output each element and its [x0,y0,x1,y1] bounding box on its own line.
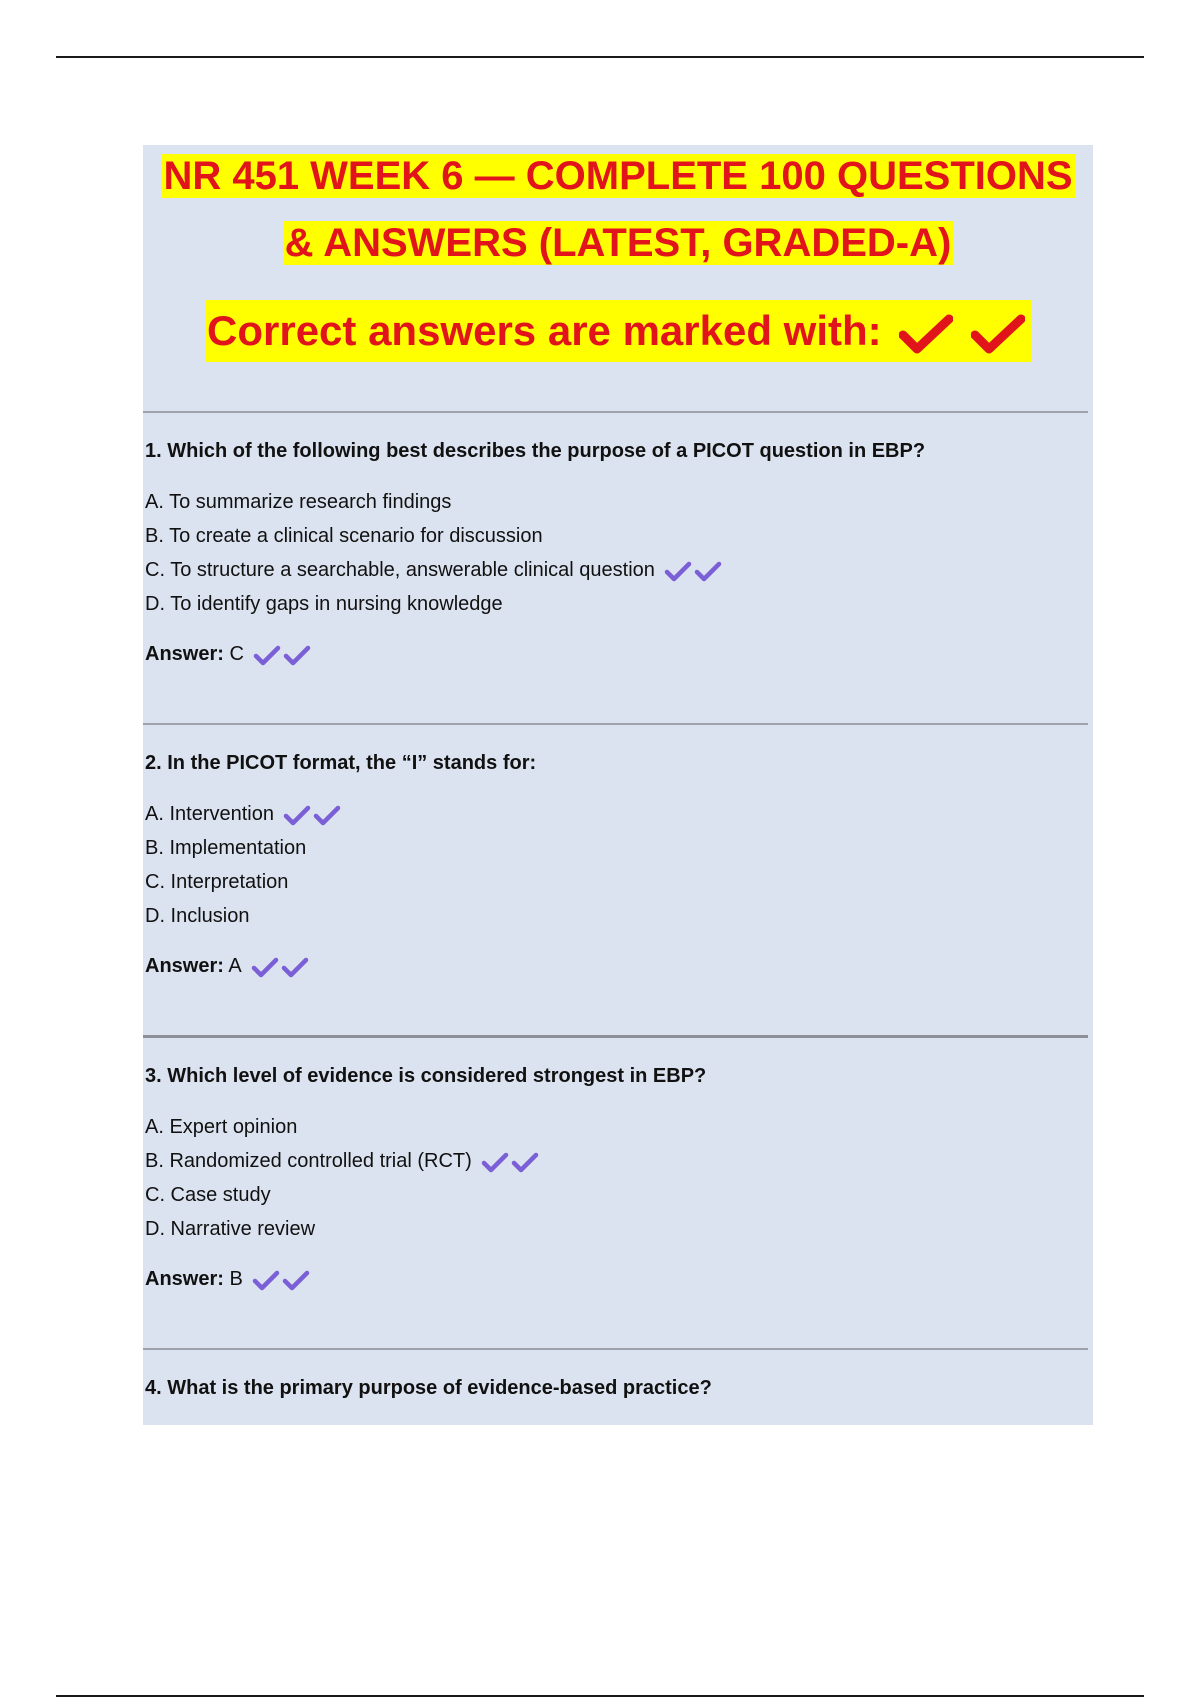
answer-label: Answer: [145,643,224,665]
option-d: D. Narrative review [145,1218,316,1240]
red-checkmark-icon [899,313,953,355]
answer-value: A [228,955,242,977]
option-c: C. Interpretation [145,871,289,893]
answer-line [145,639,1085,669]
answer-value: B [229,1268,243,1290]
option-c: C. To structure a searchable, answerable clinical question [145,553,1085,587]
question-text: 1. Which of the following best describes the purpose of a PICOT question in EBP? [145,440,926,462]
red-checkmark-icon [971,313,1025,355]
correct-checkmark-icon [282,804,342,826]
question-text: 4. What is the primary purpose of evidence-based practice? [145,1377,712,1399]
legend-line [143,300,1093,362]
answer-value: C [229,643,244,665]
question-4 [145,1374,1085,1402]
options-list [145,485,1085,621]
option-a: A. Intervention [145,797,1085,831]
section-divider [143,411,1088,413]
option-a: A. To summarize research findings [145,491,452,513]
top-page-rule [56,56,1144,58]
correct-checkmark-icon [250,956,310,978]
question-3 [145,1062,1085,1294]
option-d: D. Inclusion [145,905,250,927]
question-1 [145,437,1085,669]
option-b: B. Implementation [145,837,307,859]
answer-label: Answer: [145,955,224,977]
title-line-1: NR 451 WEEK 6 — COMPLETE 100 QUESTIONS [163,154,1073,198]
legend-text: Correct answers are marked with: [207,307,882,354]
legend-highlight [205,300,1031,362]
option-b: B. To create a clinical scenario for discussion [145,525,543,547]
correct-checkmark-icon [252,644,312,666]
title-line-2: & ANSWERS (LATEST, GRADED-A) [284,221,952,265]
question-text: 3. Which level of evidence is considered strongest in EBP? [145,1065,707,1087]
bottom-page-rule [56,1695,1144,1697]
correct-checkmark-icon [663,560,723,582]
content-panel [143,145,1093,1425]
option-b: B. Randomized controlled trial (RCT) [145,1144,1085,1178]
options-list [145,797,1085,933]
answer-line [145,1264,1085,1294]
question-2 [145,749,1085,981]
option-c: C. Case study [145,1184,271,1206]
answer-label: Answer: [145,1268,224,1290]
section-divider [143,1348,1088,1350]
option-d: D. To identify gaps in nursing knowledge [145,593,503,615]
question-text: 2. In the PICOT format, the “I” stands for: [145,752,537,774]
section-divider [143,723,1088,725]
answer-line [145,951,1085,981]
section-divider [143,1035,1088,1038]
options-list [145,1110,1085,1246]
correct-checkmark-icon [480,1151,540,1173]
correct-checkmark-icon [251,1269,311,1291]
option-a: A. Expert opinion [145,1116,298,1138]
document-header [143,145,1093,410]
